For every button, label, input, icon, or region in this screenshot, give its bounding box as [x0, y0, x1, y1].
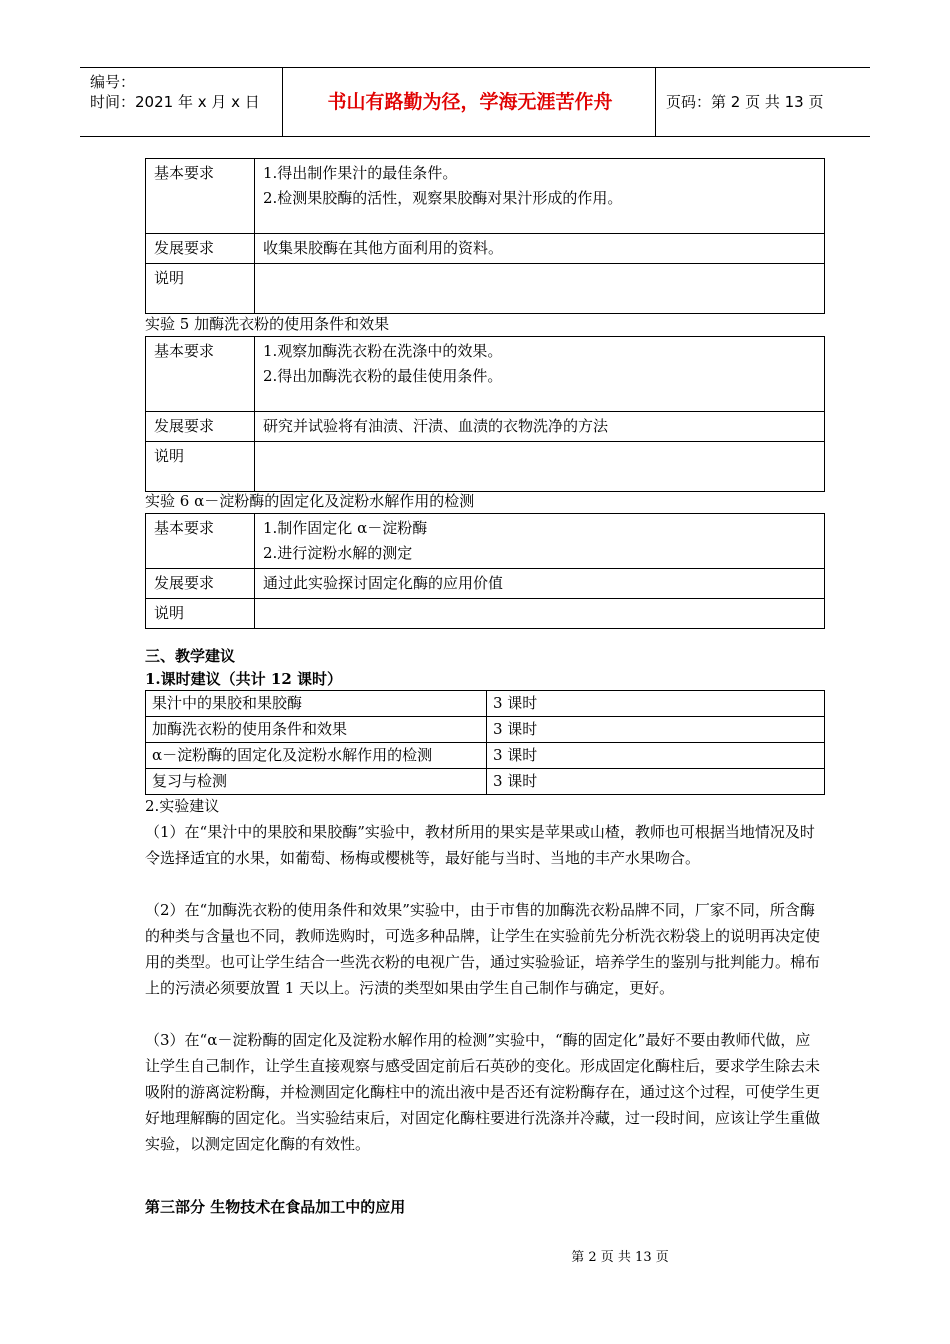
header-motto: 书山有路勤为径，学海无涯苦作舟	[327, 91, 613, 113]
notes-label: 说明	[146, 264, 255, 314]
notes-content	[255, 264, 825, 314]
experiment6-requirements-table	[145, 513, 825, 629]
basic-requirements-content	[255, 159, 825, 234]
experiment5-title: 实验 5 加酶洗衣粉的使用条件和效果	[145, 315, 390, 333]
basic-requirements-content	[255, 514, 825, 569]
basic-requirements-content	[255, 337, 825, 412]
part3-title: 第三部分 生物技术在食品加工中的应用	[145, 1198, 406, 1216]
development-requirements-content: 通过此实验探讨固定化酶的应用价值	[255, 569, 825, 599]
development-requirements-label: 发展要求	[146, 412, 255, 442]
notes-content	[255, 442, 825, 492]
header-meta	[90, 72, 260, 112]
header-divider	[655, 68, 656, 136]
requirement-item: 2.检测果胶酶的活性，观察果胶酶对果汁形成的作用。	[263, 189, 623, 207]
development-requirements-content: 收集果胶酶在其他方面利用的资料。	[255, 234, 825, 264]
requirement-item: 1.制作固定化 α－淀粉酶	[263, 519, 428, 537]
experiment5-requirements-table	[145, 336, 825, 492]
hours-value: 3 课时	[487, 769, 825, 795]
header-page-number: 页码：第 2 页 共 13 页	[666, 93, 824, 111]
notes-label: 说明	[146, 442, 255, 492]
basic-requirements-label: 基本要求	[146, 159, 255, 234]
advice-paragraph-1: （1）在“果汁中的果胶和果胶酶”实验中，教材所用的果实是苹果或山楂，教师也可根据当地情况及时令选择适宜的水果，如葡萄、杨梅或樱桃等，最好能与当时、当地的丰产水果吻合。	[145, 823, 815, 867]
basic-requirements-label: 基本要求	[146, 337, 255, 412]
footer-page-number: 第 2 页 共 13 页	[571, 1250, 669, 1265]
experiment6-title: 实验 6 α－淀粉酶的固定化及淀粉水解作用的检测	[145, 492, 475, 510]
hours-value: 3 课时	[487, 743, 825, 769]
advice-paragraph-2: （2）在“加酶洗衣粉的使用条件和效果”实验中，由于市售的加酶洗衣粉品牌不同，厂家不同，所含酶的种类与含量也不同，教师选购时，可选多种品牌，让学生在实验前先分析洗衣粉袋上的说明再决定使用的类型。也可让学生结合一些洗衣粉的电视广告，通过实验验证，培养学生的鉴别与批判能力。棉布上的污渍必须要放置 1 天以上。污渍的类型如果由学生自己制作与确定，更好。	[145, 901, 821, 997]
notes-label: 说明	[146, 599, 255, 629]
hours-topic: α－淀粉酶的固定化及淀粉水解作用的检测	[146, 743, 487, 769]
advice-paragraph-3: （3）在“α－淀粉酶的固定化及淀粉水解作用的检测”实验中，“酶的固定化”最好不要由教师代做，应让学生自己制作，让学生直接观察与感受固定前后石英砂的变化。形成固定化酶柱后，要求学生除去未吸附的游离淀粉酶，并检测固定化酶柱中的流出液中是否还有淀粉酶存在，通过这个过程，可使学生更好地理解酶的固定化。当实验结束后，对固定化酶柱要进行洗涤并冷藏，过一段时间，应该让学生重做实验，以测定固定化酶的有效性。	[145, 1031, 821, 1153]
hours-topic: 加酶洗衣粉的使用条件和效果	[146, 717, 487, 743]
hours-table	[145, 690, 825, 795]
hours-value: 3 课时	[487, 717, 825, 743]
page-header	[80, 67, 870, 137]
hours-topic: 果汁中的果胶和果胶酶	[146, 691, 487, 717]
page-footer	[0, 1246, 950, 1265]
experiment4-requirements-table	[145, 158, 825, 314]
header-divider	[282, 68, 283, 136]
document-number: 编号：	[90, 73, 136, 91]
hours-value: 3 课时	[487, 691, 825, 717]
requirement-item: 1.得出制作果汁的最佳条件。	[263, 164, 458, 182]
document-date: 时间：2021 年 x 月 x 日	[90, 93, 260, 111]
requirement-item: 1.观察加酶洗衣粉在洗涤中的效果。	[263, 342, 503, 360]
development-requirements-label: 发展要求	[146, 569, 255, 599]
experiment-advice-title: 2.实验建议	[145, 797, 220, 815]
requirement-item: 2.进行淀粉水解的测定	[263, 544, 413, 562]
development-requirements-content: 研究并试验将有油渍、汗渍、血渍的衣物洗净的方法	[255, 412, 825, 442]
basic-requirements-label: 基本要求	[146, 514, 255, 569]
development-requirements-label: 发展要求	[146, 234, 255, 264]
hours-advice-title: 1.课时建议（共计 12 课时）	[145, 670, 342, 688]
hours-topic: 复习与检测	[146, 769, 487, 795]
notes-content	[255, 599, 825, 629]
requirement-item: 2.得出加酶洗衣粉的最佳使用条件。	[263, 367, 503, 385]
section-title-teaching-advice: 三、教学建议	[145, 647, 236, 665]
